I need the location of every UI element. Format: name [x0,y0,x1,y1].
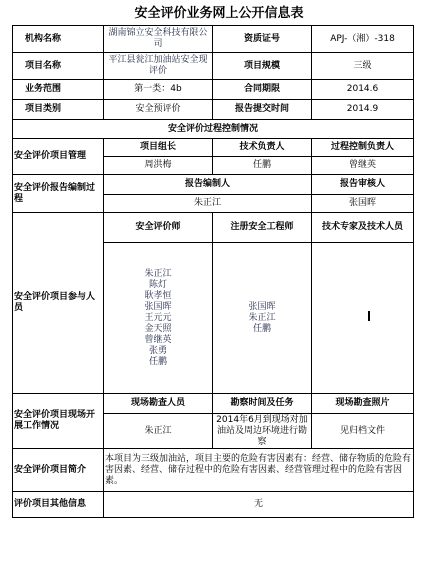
engineers-list [213,243,312,394]
row-project [13,53,414,80]
evaluator-name: 耿孝恒 [144,290,172,301]
report-compile-label: 安全评价报告编制过程 [13,175,104,213]
participants-header-evaluators: 安全评价师 [104,213,213,243]
evaluator-name: 张勇 [148,345,167,356]
project-category-label: 项目类别 [13,100,104,120]
project-category-value: 安全预评价 [104,100,213,120]
mgmt-value-tech: 任鹏 [213,157,312,175]
site-value-personnel: 朱正江 [104,414,213,449]
engineer-name: 张国晖 [248,301,276,312]
project-brief-value: 本项目为三级加油站，项目主要的危险有害因素有：经营、储存物质的危险有害因素、经营、储存过程中的危险有害因素、经营管理过程中的危险有害因素。 [104,449,414,492]
cert-no-value: APJ-（湘）-318 [312,26,414,53]
process-section-header: 安全评价过程控制情况 [13,120,414,139]
mgmt-value-control: 曾继英 [312,157,414,175]
row-report-headers [13,175,414,195]
contract-period-label: 合同期限 [213,80,312,100]
row-brief [13,449,414,492]
evaluator-name: 张国晖 [144,301,172,312]
report-header-author: 报告编制人 [104,175,312,195]
contract-period-value: 2014.6 [312,80,414,100]
evaluator-name: 王元元 [144,312,172,323]
project-scale-label: 项目规模 [213,53,312,80]
engineer-name: 任鹏 [252,323,271,334]
site-value-time-task: 2014年6月到现场对加油站及周边环境进行勘察 [213,414,312,449]
participants-header-engineers: 注册安全工程师 [213,213,312,243]
report-value-reviewer: 张国晖 [312,195,414,213]
page-title: 安全评价业务网上公开信息表 [134,6,304,21]
other-info-value: 无 [104,492,414,518]
participants-header-experts: 技术专家及技术人员 [312,213,414,243]
evaluators-list [104,243,213,394]
other-info-label: 评价项目其他信息 [13,492,104,518]
org-name-value: 湖南锦立安全科技有限公司 [104,26,213,53]
site-header-photos: 现场勘查照片 [312,394,414,414]
participants-label: 安全评价项目参与人员 [13,213,104,394]
site-work-label: 安全评价项目现场开展工作情况 [13,394,104,449]
project-name-value: 平江县瓮江加油站安全现评价 [104,53,213,80]
evaluator-name: 曾继英 [144,334,172,345]
org-name-label: 机构名称 [13,26,104,53]
mgmt-header-tech: 技术负责人 [213,139,312,157]
report-value-author: 朱正江 [104,195,312,213]
row-category [13,100,414,120]
report-submit-time-label: 报告提交时间 [213,100,312,120]
site-header-personnel: 现场勘查人员 [104,394,213,414]
row-process-section [13,120,414,139]
report-header-reviewer: 报告审核人 [312,175,414,195]
evaluator-name: 朱正江 [144,268,172,279]
experts-cell[interactable] [312,243,414,394]
info-table [12,25,414,518]
business-scope-value: 第一类：4b [104,80,213,100]
evaluator-name: 陈灯 [148,279,167,290]
cert-no-label: 资质证号 [213,26,312,53]
row-participants-headers [13,213,414,243]
evaluator-name: 任鹏 [148,356,167,367]
project-mgmt-label: 安全评价项目管理 [13,139,104,175]
project-name-label: 项目名称 [13,53,104,80]
row-scope [13,80,414,100]
project-scale-value: 三级 [312,53,414,80]
mgmt-header-control: 过程控制负责人 [312,139,414,157]
engineer-name: 朱正江 [248,312,276,323]
project-brief-label: 安全评价项目简介 [13,449,104,492]
business-scope-label: 业务范围 [13,80,104,100]
row-org [13,26,414,53]
row-site-headers [13,394,414,414]
mgmt-value-leader: 周洪梅 [104,157,213,175]
row-other [13,492,414,518]
mgmt-header-leader: 项目组长 [104,139,213,157]
evaluator-name: 金天照 [144,323,172,334]
text-cursor-icon [368,311,370,321]
report-submit-time-value: 2014.9 [312,100,414,120]
site-header-time-task: 勘察时间及任务 [213,394,312,414]
row-mgmt-headers [13,139,414,157]
site-value-photos: 见归档文件 [312,414,414,449]
